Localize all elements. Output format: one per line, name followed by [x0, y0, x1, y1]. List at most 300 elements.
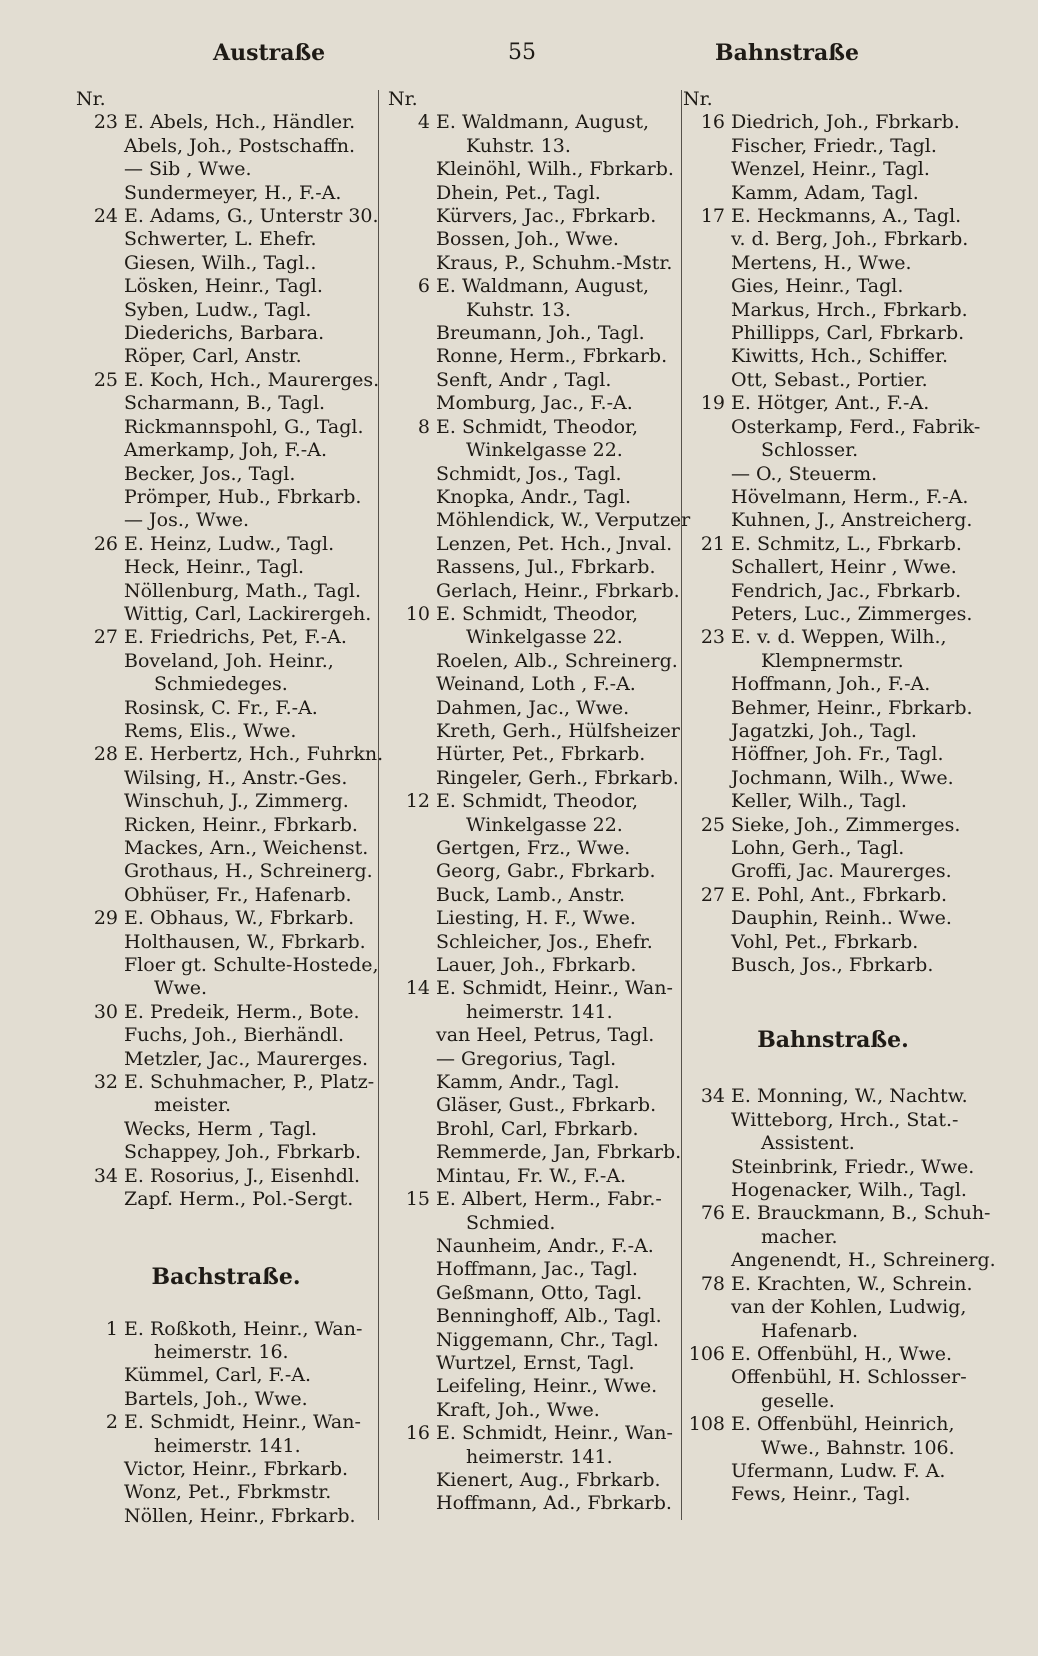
house-number: 108: [688, 1413, 725, 1436]
entry-text: Ricken, Heinr., Fbrkarb.: [124, 813, 358, 836]
entry-text: E. Schmidt, Heinr., Wan-: [436, 1422, 673, 1445]
entry-text: Hürter, Pet., Fbrkarb.: [436, 743, 646, 766]
entry-text: Becker, Jos., Tagl.: [124, 462, 296, 485]
entry-continuation: [76, 1341, 376, 1364]
entry-text: Röper, Carl, Anstr.: [124, 345, 302, 368]
directory-entry: [683, 1249, 996, 1272]
column-3: [683, 88, 996, 1507]
directory-entry: [76, 1458, 376, 1481]
entry-text: Scharmann, B., Tagl.: [124, 392, 326, 415]
entry-text: Angenendt, H., Schreinerg.: [731, 1249, 996, 1272]
entry-text: Wonz, Pet., Fbrkmstr.: [124, 1481, 332, 1504]
house-number: 32: [93, 1071, 118, 1094]
directory-entry: [683, 1179, 983, 1202]
directory-entry: [76, 345, 376, 368]
entry-text: Ott, Sebast., Portier.: [731, 368, 928, 391]
directory-entry: [683, 392, 983, 415]
entry-text: E. Pohl, Ant., Fbrkarb.: [731, 883, 948, 906]
directory-entry: [76, 954, 379, 977]
entry-text: E. Heckmanns, A., Tagl.: [731, 205, 962, 228]
directory-entry: [683, 228, 983, 251]
entry-text: Heck, Heinr., Tagl.: [124, 556, 305, 579]
house-number: 6: [417, 275, 430, 298]
directory-entry: [388, 1165, 678, 1188]
directory-entry: [388, 907, 678, 930]
directory-entry: [683, 158, 983, 181]
entry-text: Ringeler, Gerh., Fbrkarb.: [436, 766, 679, 789]
entry-text: Rickmannspohl, G., Tagl.: [124, 415, 364, 438]
house-number: 78: [700, 1272, 725, 1295]
entry-text: van der Kohlen, Ludwig,: [731, 1296, 967, 1319]
column-divider: [378, 90, 379, 1520]
directory-entry: [388, 533, 678, 556]
directory-entry: [683, 369, 983, 392]
directory-entry: [388, 1469, 678, 1492]
house-number: 8: [417, 415, 430, 438]
entry-text: — Sib , Wwe.: [124, 158, 252, 181]
directory-entry: [683, 931, 983, 954]
directory-entry: [76, 1481, 376, 1504]
entry-continuation: [388, 299, 678, 322]
entry-list: [388, 111, 691, 1515]
entry-list: [683, 1085, 996, 1506]
entry-text: Phillipps, Carl, Fbrkarb.: [731, 322, 965, 345]
header-right-street: Bahnstraße: [715, 40, 859, 66]
directory-entry: [388, 720, 678, 743]
directory-entry: [388, 345, 678, 368]
entry-text: Wenzel, Heinr., Tagl.: [731, 158, 930, 181]
entry-text: Knopka, Andr., Tagl.: [436, 485, 631, 508]
directory-entry: [683, 1413, 983, 1436]
directory-entry: [683, 626, 983, 649]
directory-entry: [683, 1460, 983, 1483]
directory-entry: [76, 416, 376, 439]
entry-text: Schappey, Joh., Fbrkarb.: [124, 1141, 362, 1164]
entry-text: E. Schuhmacher, P., Platz-: [124, 1071, 375, 1094]
entry-text: Obhüser, Fr., Hafenarb.: [124, 883, 352, 906]
entry-text: Wurtzel, Ernst, Tagl.: [436, 1351, 635, 1374]
entry-text: E. Waldmann, August,: [436, 275, 650, 298]
directory-entry: [388, 509, 691, 532]
directory-entry: [76, 368, 380, 392]
directory-entry: [76, 1188, 376, 1211]
entry-text: Fendrich, Jac., Fbrkarb.: [731, 579, 962, 602]
house-number: 23: [93, 111, 118, 134]
directory-entry: [683, 1483, 983, 1506]
entry-text: Keller, Wilh., Tagl.: [731, 790, 907, 813]
directory-entry: [683, 533, 983, 556]
entry-text: Kürvers, Jac., Fbrkarb.: [436, 205, 657, 228]
directory-entry: [76, 1048, 376, 1071]
entry-list: [76, 1318, 376, 1529]
house-number: 21: [700, 532, 725, 555]
directory-entry: [76, 135, 376, 158]
entry-text: Kienert, Aug., Fbrkarb.: [436, 1468, 661, 1491]
entry-text: Jagatzki, Joh., Tagl.: [731, 719, 917, 742]
entry-text: E. Rosorius, J., Eisenhdl.: [124, 1164, 361, 1187]
entry-text: Schleicher, Jos., Ehefr.: [436, 930, 653, 953]
entry-text: E. Schmidt, Theodor,: [436, 790, 639, 813]
directory-entry: [388, 697, 678, 720]
directory-entry: [388, 977, 678, 1000]
directory-entry: [76, 392, 376, 415]
column-divider: [681, 90, 682, 1520]
entry-text: Busch, Jos., Fbrkarb.: [731, 954, 934, 977]
house-number: 4: [417, 111, 430, 134]
directory-entry: [76, 1001, 376, 1024]
entry-text: Liesting, H. F., Wwe.: [436, 907, 636, 930]
directory-entry: [683, 603, 983, 626]
entry-text: E. Koch, Hch., Maurerges.: [124, 368, 380, 391]
house-number: 2: [105, 1411, 118, 1434]
directory-entry: [683, 111, 983, 134]
directory-entry: [388, 182, 678, 205]
entry-text: Behmer, Heinr., Fbrkarb.: [731, 696, 973, 719]
entry-text: E. Friedrichs, Pet, F.-A.: [124, 626, 347, 649]
directory-entry: [683, 814, 983, 837]
entry-text: Wwe., Bahnstr. 106.: [761, 1436, 955, 1459]
directory-entry: [683, 697, 983, 720]
entry-text: Offenbühl, H. Schlosser-: [731, 1366, 967, 1389]
directory-entry: [76, 509, 376, 532]
nr-label: Nr.: [683, 88, 713, 110]
entry-text: Hoffmann, Ad., Fbrkarb.: [436, 1492, 672, 1515]
column-2: [388, 88, 691, 1516]
directory-entry: [388, 322, 678, 345]
entry-text: E. Schmidt, Theodor,: [436, 602, 639, 625]
entry-text: Jochmann, Wilh., Wwe.: [731, 766, 954, 789]
directory-entry: [388, 1188, 678, 1211]
entry-continuation: [683, 439, 983, 462]
directory-entry: [388, 1235, 678, 1258]
entry-text: macher.: [761, 1225, 838, 1248]
directory-entry: [388, 1024, 678, 1047]
directory-entry: [76, 743, 384, 766]
directory-entry: [388, 1048, 678, 1071]
directory-entry: [76, 439, 376, 462]
house-number: 34: [93, 1164, 118, 1187]
entry-text: heimerstr. 141.: [466, 1445, 613, 1468]
entry-continuation: [388, 439, 678, 462]
house-number: 24: [93, 205, 118, 228]
entry-text: Kuhnen, J., Anstreicherg.: [731, 509, 973, 532]
directory-entry: [76, 1318, 376, 1341]
entry-text: Nöllenburg, Math., Tagl.: [124, 579, 361, 602]
entry-text: E. Monning, W., Nachtw.: [731, 1085, 968, 1108]
entry-text: — Jos., Wwe.: [124, 509, 250, 532]
directory-entry: [683, 767, 983, 790]
entry-text: Schmied.: [466, 1211, 556, 1234]
directory-entry: [683, 416, 983, 439]
street-heading: Bachstraße.: [151, 1263, 301, 1290]
directory-entry: [388, 1282, 678, 1305]
entry-continuation: [76, 673, 376, 696]
directory-entry: [388, 463, 678, 486]
entry-list: [683, 111, 983, 977]
entry-text: Hafenarb.: [761, 1319, 859, 1342]
entry-text: Assistent.: [761, 1132, 855, 1155]
entry-text: Ufermann, Ludw. F. A.: [731, 1459, 946, 1482]
entry-text: Hogenacker, Wilh., Tagl.: [731, 1179, 967, 1202]
entry-text: Rassens, Jul., Fbrkarb.: [436, 556, 656, 579]
entry-text: Kuhstr. 13.: [466, 298, 571, 321]
entry-continuation: [388, 1446, 678, 1469]
entry-text: Fuchs, Joh., Bierhändl.: [124, 1024, 344, 1047]
directory-entry: [683, 1343, 983, 1366]
directory-entry: [683, 205, 983, 228]
entry-text: E. Brauckmann, B., Schuh-: [731, 1202, 991, 1225]
directory-entry: [76, 111, 376, 134]
directory-entry: [683, 252, 983, 275]
house-number: 76: [700, 1202, 725, 1225]
directory-entry: [76, 486, 376, 509]
entry-text: E. v. d. Weppen, Wilh.,: [731, 626, 947, 649]
entry-text: Ronne, Herm., Fbrkarb.: [436, 345, 668, 368]
directory-entry: [76, 463, 376, 486]
entry-text: Bartels, Joh., Wwe.: [124, 1387, 308, 1410]
entry-text: E. Herbertz, Hch., Fuhrkn.: [124, 743, 384, 766]
directory-entry: [76, 228, 376, 251]
entry-text: Wittig, Carl, Lackirergeh.: [124, 602, 372, 625]
directory-entry: [76, 580, 376, 603]
entry-text: Hoffmann, Jac., Tagl.: [436, 1258, 638, 1281]
entry-text: Winschuh, J., Zimmerg.: [124, 790, 349, 813]
entry-text: Rosinsk, C. Fr., F.-A.: [124, 696, 318, 719]
directory-entry: [683, 743, 983, 766]
entry-text: Mintau, Fr. W., F.-A.: [436, 1164, 627, 1187]
directory-entry: [683, 1085, 983, 1108]
entry-text: Schmidt, Jos., Tagl.: [436, 462, 622, 485]
directory-entry: [683, 1366, 983, 1389]
entry-text: Brohl, Carl, Fbrkarb.: [436, 1117, 639, 1140]
entry-text: Hövelmann, Herm., F.-A.: [731, 485, 969, 508]
entry-text: Remmerde, Jan, Fbrkarb.: [436, 1141, 682, 1164]
entry-text: Dahmen, Jac., Wwe.: [436, 696, 630, 719]
entry-text: Senft, Andr , Tagl.: [436, 368, 612, 391]
house-number: 15: [405, 1188, 430, 1211]
entry-text: Mertens, H., Wwe.: [731, 251, 912, 274]
directory-entry: [683, 860, 983, 883]
directory-entry: [683, 486, 983, 509]
directory-entry: [388, 1492, 678, 1515]
directory-entry: [683, 837, 983, 860]
entry-text: Leifeling, Heinr., Wwe.: [436, 1375, 658, 1398]
house-number: 12: [405, 790, 430, 813]
entry-text: E. Adams, G., Unterstr 30.: [124, 205, 379, 228]
entry-text: Fischer, Friedr., Tagl.: [731, 134, 937, 157]
house-number: 25: [700, 813, 725, 836]
entry-list: [76, 111, 384, 1211]
entry-text: Kuhstr. 13.: [466, 134, 571, 157]
entry-text: Schwerter, L. Ehefr.: [124, 228, 317, 251]
directory-entry: [76, 1141, 376, 1164]
entry-text: Klempnermstr.: [761, 649, 904, 672]
entry-text: Georg, Gabr., Fbrkarb.: [436, 860, 656, 883]
directory-entry: [76, 931, 376, 954]
directory-entry: [683, 907, 983, 930]
directory-entry: [683, 322, 983, 345]
entry-text: heimerstr. 141.: [466, 1000, 613, 1023]
entry-text: E. Offenbühl, Heinrich,: [731, 1413, 955, 1436]
directory-entry: [388, 1422, 678, 1445]
entry-text: Gläser, Gust., Fbrkarb.: [436, 1094, 657, 1117]
directory-entry: [388, 1352, 678, 1375]
entry-text: Gerlach, Heinr., Fbrkarb.: [436, 579, 680, 602]
entry-text: Weinand, Loth , F.-A.: [436, 673, 636, 696]
directory-entry: [683, 954, 983, 977]
entry-text: E. Albert, Herm., Fabr.-: [436, 1188, 662, 1211]
house-number: 16: [405, 1422, 430, 1445]
house-number: 34: [700, 1085, 725, 1108]
entry-text: Höffner, Joh. Fr., Tagl.: [731, 743, 944, 766]
directory-entry: [76, 1411, 376, 1434]
directory-entry: [388, 954, 678, 977]
entry-text: Sieke, Joh., Zimmerges.: [731, 813, 961, 836]
entry-text: E. Heinz, Ludw., Tagl.: [124, 532, 335, 555]
directory-entry: [388, 1141, 682, 1164]
page-number: 55: [508, 40, 536, 65]
entry-text: Diedrich, Joh., Fbrkarb.: [731, 111, 960, 134]
directory-entry: [76, 556, 376, 579]
directory-entry: [683, 673, 983, 696]
entry-text: Giesen, Wilh., Tagl..: [124, 251, 317, 274]
entry-text: Winkelgasse 22.: [466, 813, 623, 836]
entry-text: — Gregorius, Tagl.: [436, 1047, 617, 1070]
directory-entry: [76, 603, 376, 626]
entry-text: Groffi, Jac. Maurerges.: [731, 860, 952, 883]
directory-entry: [388, 392, 678, 415]
entry-text: Dhein, Pet., Tagl.: [436, 181, 601, 204]
entry-text: E. Roßkoth, Heinr., Wan-: [124, 1317, 363, 1340]
directory-entry: [683, 345, 983, 368]
directory-entry: [76, 697, 376, 720]
directory-entry: [76, 1071, 376, 1094]
entry-text: Lösken, Heinr., Tagl.: [124, 275, 323, 298]
entry-text: Vohl, Pet., Fbrkarb.: [731, 930, 919, 953]
entry-text: Markus, Hrch., Fbrkarb.: [731, 298, 968, 321]
house-number: 17: [700, 205, 725, 228]
entry-continuation: [683, 1132, 983, 1155]
house-number: 10: [405, 602, 430, 625]
entry-continuation: [683, 1226, 983, 1249]
directory-entry: [683, 884, 983, 907]
directory-entry: [388, 228, 678, 251]
house-number: 1: [105, 1317, 118, 1340]
entry-text: Abels, Joh., Postschaffn.: [124, 134, 356, 157]
house-number: 28: [93, 743, 118, 766]
directory-entry: [388, 673, 678, 696]
directory-entry: [683, 580, 983, 603]
header-left-street: Austraße: [213, 40, 326, 66]
entry-text: Schmiedeges.: [154, 673, 288, 696]
directory-entry: [683, 1296, 983, 1319]
directory-entry: [76, 720, 376, 743]
entry-continuation: [388, 135, 678, 158]
entry-text: Buck, Lamb., Anstr.: [436, 883, 626, 906]
directory-entry: [683, 1109, 983, 1132]
entry-text: Breumann, Joh., Tagl.: [436, 322, 645, 345]
entry-text: Schlosser.: [761, 439, 859, 462]
directory-entry: [76, 814, 376, 837]
house-number: 29: [93, 907, 118, 930]
directory-entry: [388, 650, 678, 673]
entry-continuation: [76, 1094, 376, 1117]
directory-entry: [388, 860, 678, 883]
entry-text: Dauphin, Reinh.. Wwe.: [731, 907, 952, 930]
house-number: 26: [93, 532, 118, 555]
directory-entry: [388, 580, 678, 603]
house-number: 16: [700, 111, 725, 134]
entry-continuation: [388, 626, 678, 649]
entry-text: E. Hötger, Ant., F.-A.: [731, 392, 930, 415]
entry-continuation: [388, 814, 678, 837]
entry-text: Kamm, Andr., Tagl.: [436, 1071, 620, 1094]
entry-text: Metzler, Jac., Maurerges.: [124, 1047, 369, 1070]
entry-text: Gies, Heinr., Tagl.: [731, 275, 904, 298]
house-number: 14: [405, 977, 430, 1000]
entry-text: Kümmel, Carl, F.-A.: [124, 1364, 311, 1387]
entry-text: Lohn, Gerh., Tagl.: [731, 837, 905, 859]
directory-entry: [388, 275, 678, 298]
directory-entry: [388, 158, 678, 181]
directory-entry: [76, 790, 376, 813]
house-number: 27: [93, 626, 118, 649]
house-number: 23: [700, 626, 725, 649]
entry-text: Niggemann, Chr., Tagl.: [436, 1328, 659, 1351]
entry-text: Winkelgasse 22.: [466, 626, 623, 649]
directory-entry: [388, 369, 678, 392]
entry-text: Kamm, Adam, Tagl.: [731, 181, 919, 204]
entry-text: Roelen, Alb., Schreinerg.: [436, 649, 678, 672]
entry-text: Benninghoff, Alb., Tagl.: [436, 1305, 662, 1328]
directory-entry: [76, 299, 376, 322]
house-number: 106: [688, 1342, 725, 1365]
directory-entry: [76, 205, 379, 228]
directory-entry: [683, 556, 983, 579]
directory-entry: [683, 1156, 983, 1179]
entry-text: E. Krachten, W., Schrein.: [731, 1272, 973, 1295]
entry-text: Lauer, Joh., Fbrkarb.: [436, 954, 637, 977]
entry-text: heimerstr. 141.: [154, 1434, 301, 1457]
directory-entry: [683, 790, 983, 813]
entry-continuation: [683, 1437, 983, 1460]
entry-text: Diederichs, Barbara.: [124, 322, 325, 345]
entry-text: Kreth, Gerh., Hülfsheizer: [436, 719, 680, 742]
entry-continuation: [683, 1390, 983, 1413]
entry-text: Wecks, Herm , Tagl.: [124, 1117, 318, 1140]
entry-text: Wilsing, H., Anstr.-Ges.: [124, 766, 348, 789]
entry-text: Syben, Ludw., Tagl.: [124, 298, 312, 321]
entry-text: heimerstr. 16.: [154, 1340, 289, 1363]
entry-text: Steinbrink, Friedr., Wwe.: [731, 1155, 975, 1178]
entry-continuation: [683, 1320, 983, 1343]
entry-text: E. Waldmann, August,: [436, 111, 650, 134]
directory-entry: [388, 1399, 678, 1422]
entry-text: Kiwitts, Hch., Schiffer.: [731, 345, 949, 368]
directory-entry: [76, 1165, 376, 1188]
directory-entry: [76, 1364, 376, 1387]
entry-text: Nöllen, Heinr., Fbrkarb.: [124, 1504, 356, 1527]
entry-text: Grothaus, H., Schreinerg.: [124, 860, 373, 883]
entry-text: Floer gt. Schulte-Hostede,: [124, 954, 379, 977]
nr-label: Nr.: [388, 88, 418, 110]
entry-text: Boveland, Joh. Heinr.,: [124, 649, 334, 672]
directory-entry: [388, 1071, 678, 1094]
directory-entry: [76, 1388, 376, 1411]
entry-text: Mackes, Arn., Weichenst.: [124, 837, 369, 859]
entry-text: E. Offenbühl, H., Wwe.: [731, 1342, 953, 1365]
directory-entry: [683, 509, 983, 532]
